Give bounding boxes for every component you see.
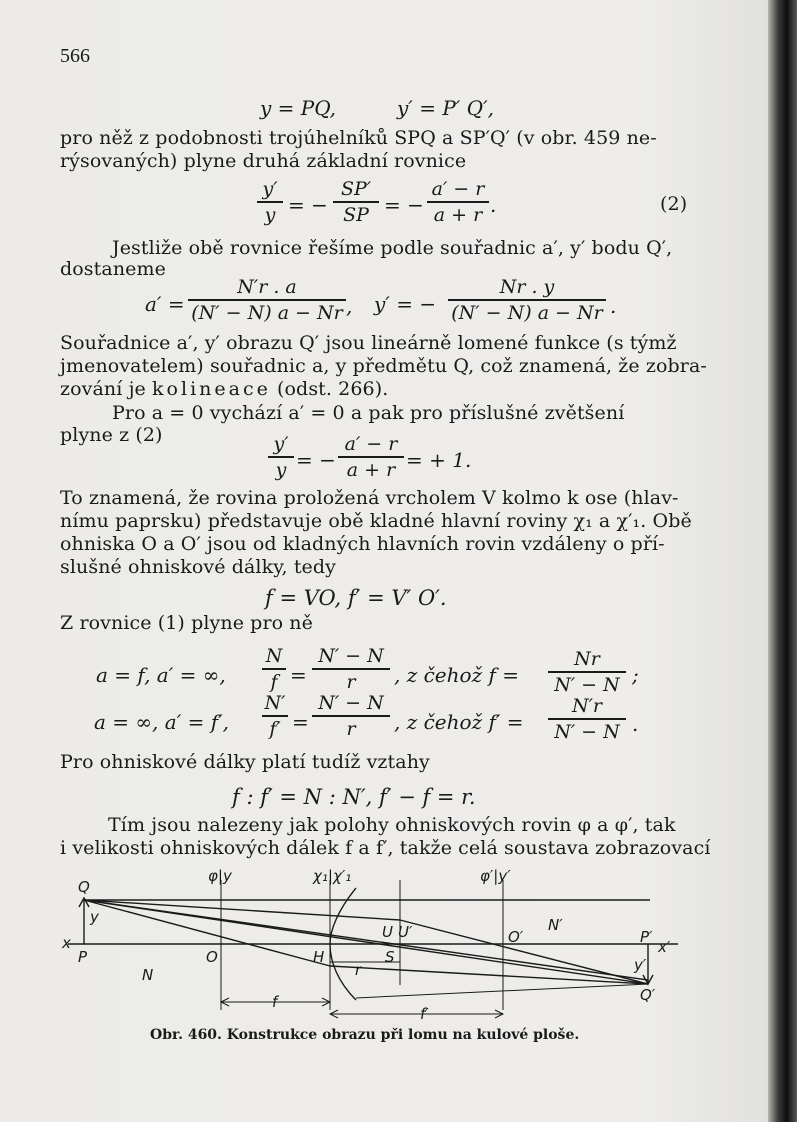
ray-to-u-prime	[84, 900, 400, 920]
eq2-equals-minus-2: = −	[384, 193, 424, 217]
label-q: Q	[78, 878, 90, 896]
paragraph-6: Z rovnice (1) plyne pro ně	[60, 612, 313, 634]
eq2-f1-den: y	[264, 203, 276, 226]
eq4-f1-den: y	[275, 458, 287, 481]
label-o: O	[206, 948, 218, 966]
paragraph-8-line-1: Tím jsou nalezeny jak polohy ohniskových rovin φ a φ′, tak	[108, 814, 676, 836]
eq4-rhs: = + 1.	[406, 448, 472, 472]
eq2-f1-num: y′	[262, 178, 278, 200]
eq6-end: ;	[632, 663, 639, 687]
paragraph-1-line-2: rýsovaných) plyne druhá základní rovnice	[60, 150, 467, 172]
paragraph-1-line-1: pro něž z podobnosti trojúhelníků SPQ a SP′Q′ (v obr. 459 ne-	[60, 127, 657, 149]
eq7-f3-den: N′ − N	[554, 720, 620, 743]
eq7-equals: =	[292, 710, 309, 734]
label-x: x	[62, 934, 71, 952]
eq6-f2-num: N′ − N	[318, 645, 384, 667]
label-f-prime: f′	[420, 1005, 429, 1023]
paragraph-2-line-2: dostaneme	[60, 258, 166, 280]
equation-y-pq: y = PQ,	[260, 96, 336, 120]
label-q-prime: Q′	[640, 986, 656, 1004]
eq6-equals: =	[290, 663, 307, 687]
label-p-prime: P′	[640, 928, 653, 946]
paragraph-3-line-2: jmenovatelem) souřadnic a, y předmětu Q, což znamená, že zobra-	[60, 355, 707, 377]
eq2-period: .	[490, 193, 497, 217]
eq3-f1-num: N′r . a	[237, 276, 297, 298]
eq4-f2-num: a′ − r	[344, 433, 398, 455]
eq6-f3-num: Nr	[574, 648, 600, 670]
label-s: S	[385, 948, 395, 966]
label-y-prime: y′	[634, 956, 647, 974]
eq4-f1-num: y′	[273, 433, 289, 455]
eq6-f1-num: N	[265, 645, 283, 667]
label-phi-y: φ|y	[208, 867, 232, 885]
eq6-f1-den: f	[270, 670, 278, 693]
label-u: U	[382, 923, 393, 941]
eq2-label: (2)	[660, 193, 688, 215]
label-r: r	[355, 961, 362, 979]
label-phi-prime-y-prime: φ′|y′	[480, 867, 511, 885]
eq6-mid: , z čehož f =	[394, 663, 519, 687]
eq3-f2-den: (N′ − N) a − Nr	[451, 301, 603, 324]
equation-focal-ratio: f : f′ = N : N′, f′ − f = r.	[232, 785, 476, 809]
label-h: H	[313, 948, 325, 966]
label-n-prime: N′	[548, 916, 563, 934]
ray-parallel-bottom	[330, 966, 648, 984]
eq6-f2-den: r	[346, 670, 356, 693]
label-f: f	[272, 993, 278, 1011]
paragraph-3-line-1: Souřadnice a′, y′ obrazu Q′ jsou lineárně lomené funkce (s týmž	[60, 332, 677, 354]
eq7-end: .	[632, 712, 639, 736]
label-p: P	[78, 948, 88, 966]
paragraph-5-line-2: nímu paprsku) představuje obě kladné hlavní roviny χ₁ a χ′₁. Obě	[60, 510, 692, 532]
eq4-f2-den: a + r	[346, 458, 396, 481]
page-number: 566	[60, 45, 90, 67]
paragraph-8-line-2: i velikosti ohniskových dálek f a f′, takže celá soustava zobrazovací	[60, 837, 711, 859]
eq7-f2-num: N′ − N	[318, 692, 384, 714]
label-x-prime: x′	[658, 938, 671, 956]
eq7-lhs: a = ∞, a′ = f′,	[94, 710, 230, 734]
paragraph-3-text-c: (odst. 266).	[277, 378, 389, 400]
equation-y-prime-pq: y′ = P′ Q′,	[397, 96, 494, 120]
paragraph-3-text-a: zování je	[60, 378, 146, 400]
label-u-prime: U′	[398, 923, 413, 941]
eq3-period: .	[610, 294, 617, 318]
eq3-lhs-a-prime: a′ =	[145, 292, 185, 316]
eq2-f3-num: a′ − r	[431, 178, 485, 200]
eq6-lhs: a = f, a′ = ∞,	[96, 663, 226, 687]
eq2-f3-den: a + r	[433, 203, 483, 226]
paragraph-2-line-1: Jestliže obě rovnice řešíme podle souřadnic a′, y′ bodu Q′,	[112, 237, 673, 259]
eq2-equals-minus-1: = −	[288, 193, 328, 217]
eq3-f2-num: Nr . y	[499, 276, 555, 298]
paragraph-4-line-2: plyne z (2)	[60, 424, 163, 446]
eq3-comma: ,	[346, 294, 353, 318]
eq6-f3-den: N′ − N	[554, 673, 620, 696]
eq7-f3-num: N′r	[571, 695, 603, 717]
label-o-prime: O′	[508, 928, 524, 946]
eq2-f2-den: SP	[343, 203, 369, 226]
eq3-f1-den: (N′ − N) a − Nr	[191, 301, 343, 324]
label-chi: χ₁|χ′₁	[313, 867, 352, 885]
eq7-f2-den: r	[346, 717, 356, 740]
eq4-equals-minus: = −	[296, 448, 336, 472]
eq7-f1-num: N′	[264, 692, 286, 714]
eq7-f1-den: f′	[269, 717, 281, 740]
equation-focal-lengths: f = VO, f′ = V′ O′.	[265, 586, 447, 610]
paragraph-5-line-3: ohniska O a O′ jsou od kladných hlavních rovin vzdáleny o pří-	[60, 533, 665, 555]
paragraph-7: Pro ohniskové dálky platí tudíž vztahy	[60, 751, 430, 773]
paragraph-5-line-1: To znamená, že rovina proložená vrcholem V kolmo k ose (hlav-	[60, 487, 679, 509]
label-n: N	[142, 966, 154, 984]
paragraph-3-kolineace: kolineace	[152, 378, 271, 400]
figure-caption: Obr. 460. Konstrukce obrazu při lomu na kulové ploše.	[150, 1027, 580, 1043]
label-y: y	[90, 908, 99, 926]
ray-lower	[356, 984, 648, 998]
paragraph-4-line-1: Pro a = 0 vychází a′ = 0 a pak pro příslušné zvětšení	[112, 402, 625, 424]
eq7-mid: , z čehož f′ =	[394, 710, 524, 734]
eq2-f2-num: SP′	[340, 178, 372, 200]
paragraph-5-line-4: slušné ohniskové dálky, tedy	[60, 556, 336, 578]
eq3-lhs-y-prime: y′ = −	[374, 292, 437, 316]
